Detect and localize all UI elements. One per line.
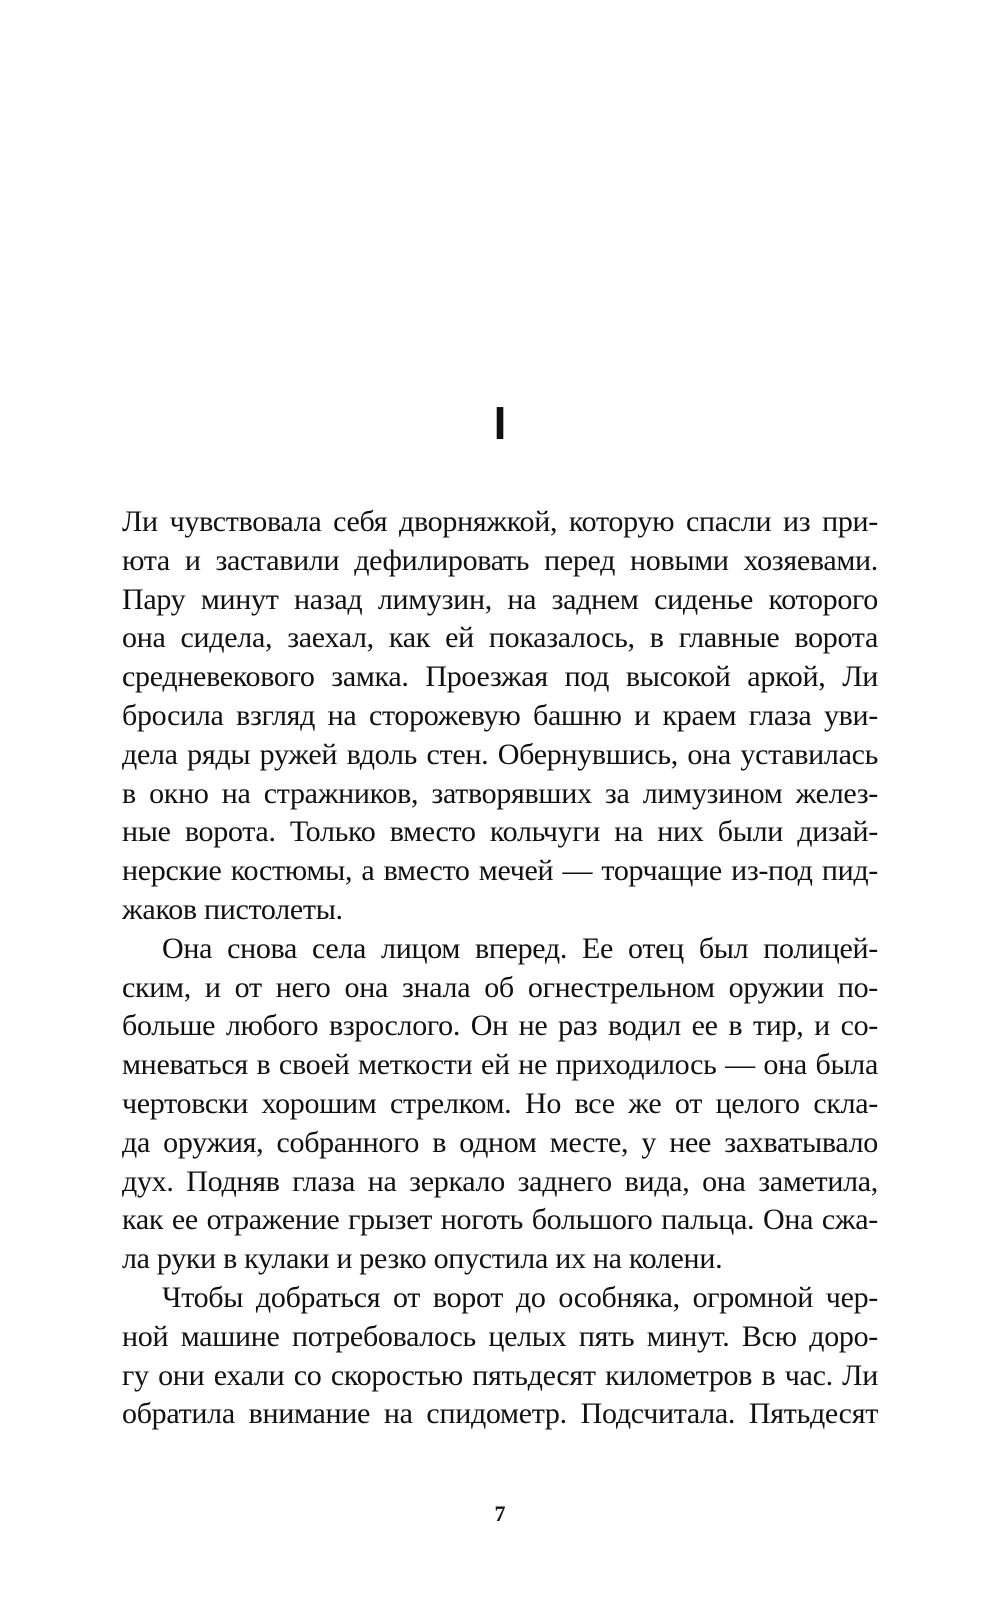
text-line: жаков пистолеты. [122, 892, 343, 926]
text-line: Пару минут назад лимузин, на заднем сиденье которого [122, 582, 878, 616]
text-line: ским, и от него она знала об огнестрельном оружии по- [122, 970, 878, 1004]
text-line: дела ряды ружей вдоль стен. Обернувшись, она уставилась [122, 737, 878, 771]
text-line: мневаться в своей меткости ей не приходилось — она была [122, 1048, 878, 1082]
text-line: ной машине потребовалось целых пять минут. Всю доро- [122, 1319, 878, 1353]
text-line: Чтобы добраться от ворот до особняка, огромной чер- [162, 1280, 878, 1314]
text-line: средневекового замка. Проезжая под высокой аркой, Ли [122, 660, 878, 694]
page-number: 7 [494, 1501, 506, 1526]
text-line: ла руки в кулаки и резко опустила их на колени. [122, 1242, 723, 1276]
text-line: больше любого взрослого. Он не раз водил ее в тир, и со- [122, 1009, 878, 1043]
text-line: бросила взгляд на сторожевую башню и краем глаза уви- [122, 698, 878, 732]
chapter-number: I [493, 397, 507, 449]
body-text [122, 503, 878, 1434]
text-line: да оружия, собранного в одном месте, у нее захватывало [122, 1125, 878, 1159]
text-line: Ли чувствовала себя дворняжкой, которую спасли из при- [122, 505, 878, 538]
text-line: как ее отражение грызет ноготь большого пальца. Она сжа- [122, 1203, 878, 1237]
text-line: обратила внимание на спидометр. Подсчитала. Пятьдесят [122, 1397, 878, 1431]
text-line: дух. Подняв глаза на зеркало заднего вида, она заметила, [122, 1164, 878, 1198]
text-line: гу они ехали со скоростью пятьдесят километров в час. Ли [122, 1358, 878, 1392]
text-line: Она снова села лицом вперед. Ее отец был полицей- [162, 931, 878, 965]
text-line: нерские костюмы, а вместо мечей — торчащие из-под пид- [122, 854, 878, 888]
text-line: юта и заставили дефилировать перед новыми хозяевами. [122, 543, 878, 577]
text-line: ные ворота. Только вместо кольчуги на них были дизай- [122, 815, 878, 849]
text-line: чертовски хорошим стрелком. Но все же от целого скла- [122, 1086, 878, 1120]
text-line: она сидела, заехал, как ей показалось, в главные ворота [122, 621, 878, 655]
text-line: в окно на стражников, затворявших за лимузином желез- [122, 776, 878, 810]
